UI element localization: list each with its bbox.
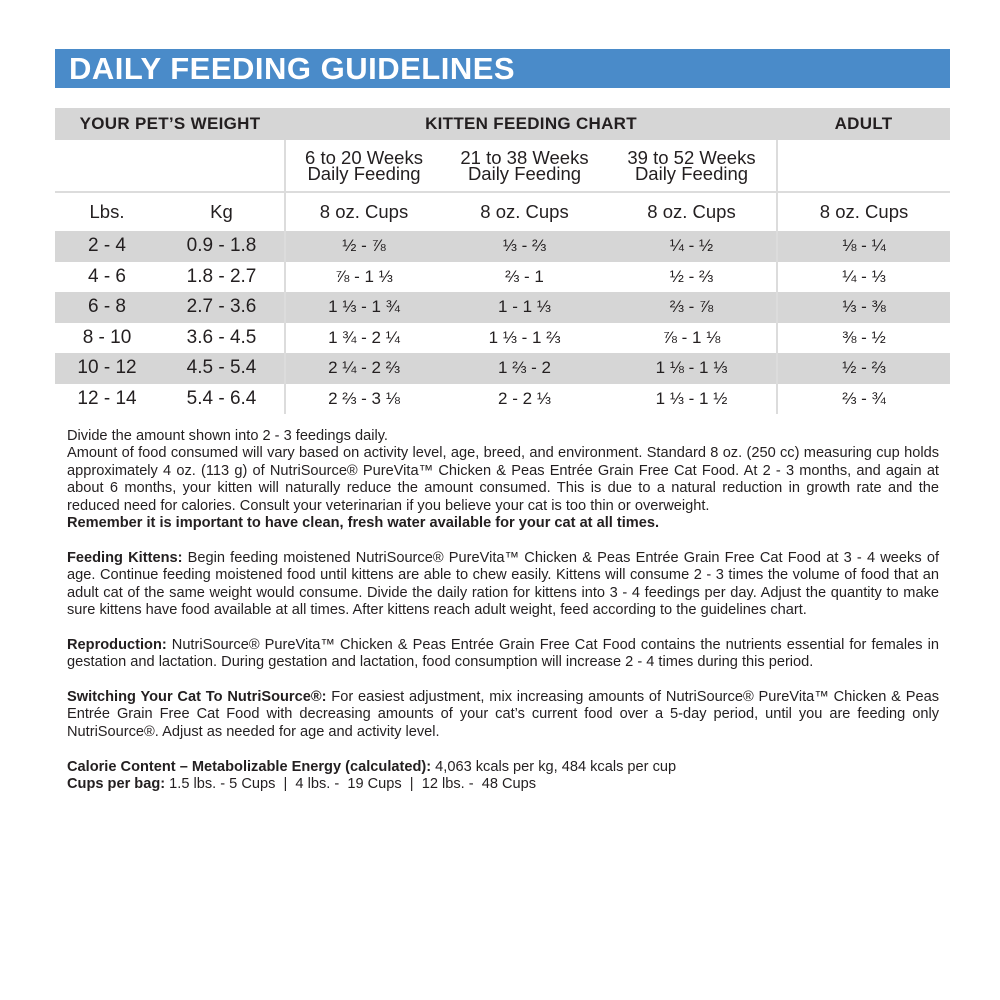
kitten-39-52-weeks-cell: ⅔ - ⅞ xyxy=(607,292,777,323)
title-bar xyxy=(55,49,950,88)
reproduction-text: NutriSource® PureVita™ Chicken & Peas Entrée Grain Free Cat Food contains the nutrients essential for females in gestation and lactation. During gestation and lactation, food consumption will increase 2 - 4 times during this period. xyxy=(67,636,939,671)
kitten-39-52-weeks-cell: ⅞ - 1 ⅛ xyxy=(607,323,777,354)
weight-kg-cell: 3.6 - 4.5 xyxy=(186,326,257,348)
kitten-6-20-weeks-cell: ½ - ⅞ xyxy=(285,231,442,262)
calorie-label: Calorie Content – Metabolizable Energy (calculated): xyxy=(67,758,432,775)
kitten-39-52-weeks-cell: ¼ - ½ xyxy=(607,231,777,262)
kitten-39-52-weeks-cell: ½ - ⅔ xyxy=(607,262,777,293)
kitten-21-38-weeks-cell: 1 ⅓ - 1 ⅔ xyxy=(488,327,561,347)
kittens-label: Feeding Kittens: xyxy=(67,549,183,566)
table-row xyxy=(55,353,950,384)
intro-paragraph: Amount of food consumed will vary based on activity level, age, breed, and environment. Standard 8 oz. (250 cc) measuring cup holds approximately 4 oz. (113 g) of NutriSource® PureVita™ Chicken & Peas Entrée Grain Free Cat Food. At 2 - 3 months, and again at about 6 months, your kitten will naturally reduce the amount consumed. This is due to a natural reduction in growth rate and the reduced need for calories. Consult your veterinarian if you believe your cat is too thin or overweight. xyxy=(67,445,939,514)
adult-cell: ¼ - ⅓ xyxy=(842,266,886,286)
calorie-content xyxy=(67,759,939,776)
weight-kg-cell: 2.7 - 3.6 xyxy=(159,292,285,323)
table-row xyxy=(55,323,950,354)
adult-cell: ⅔ - ¾ xyxy=(842,388,886,408)
table-row xyxy=(55,231,950,262)
switching-label: Switching Your Cat To NutriSource®: xyxy=(67,689,327,706)
kitten-21-38-weeks-cell: 1 ⅔ - 2 xyxy=(442,353,607,384)
cups-text: 1.5 lbs. - 5 Cups | 4 lbs. - 19 Cups | 12 lbs. - 48 Cups xyxy=(165,776,537,793)
switching-paragraph xyxy=(67,689,939,741)
cups-label: Cups per bag: xyxy=(67,776,166,793)
age-group-3 xyxy=(607,140,777,192)
age-group-3-line1: 39 to 52 Weeks xyxy=(627,146,756,168)
age-group-2-line1: 21 to 38 Weeks xyxy=(460,146,589,168)
feeding-chart-table xyxy=(55,108,950,414)
kittens-text: Begin feeding moistened NutriSource® PureVita™ Chicken & Peas Entrée Grain Free Cat Food at 3 - 4 weeks of age. Continue feeding moistened food until kittens are able to chew easily. Kittens will consume 2 - 3 times the volume of food that an adult cat of the same weight would consume. Divide the daily ration for kittens into 3 - 4 feedings per day. Adjust the quantity to make sure kittens have food available at all times. After kittens reach adult weight, feed according to the guidelines chart. xyxy=(67,549,939,619)
unit-cups: 8 oz. Cups xyxy=(480,201,569,222)
adult-header: ADULT xyxy=(777,108,950,140)
age-group-1-line1: 6 to 20 Weeks xyxy=(305,146,423,168)
weight-kg-cell: 1.8 - 2.7 xyxy=(186,265,257,287)
unit-cups: 8 oz. Cups xyxy=(607,192,777,231)
kitten-header: KITTEN FEEDING CHART xyxy=(285,108,777,140)
data-rows xyxy=(55,231,950,414)
table-row xyxy=(55,384,950,415)
weight-kg-cell: 0.9 - 1.8 xyxy=(159,231,285,262)
kitten-6-20-weeks-cell: ⅞ - 1 ⅓ xyxy=(285,262,442,293)
page-title: DAILY FEEDING GUIDELINES xyxy=(69,51,516,86)
water-reminder xyxy=(67,515,939,532)
intro-line: Divide the amount shown into 2 - 3 feedings daily. xyxy=(67,428,388,444)
kitten-6-20-weeks-cell: 1 ¾ - 2 ¼ xyxy=(285,323,442,354)
kitten-21-38-weeks-cell: ⅓ - ⅔ xyxy=(442,231,607,262)
kittens-paragraph xyxy=(67,550,939,620)
age-group-2 xyxy=(442,140,607,192)
weight-lbs-cell: 6 - 8 xyxy=(55,292,159,323)
age-group-1 xyxy=(285,140,442,192)
adult-cell: ⅓ - ⅜ xyxy=(777,292,950,323)
weight-lbs-cell: 12 - 14 xyxy=(77,387,137,409)
weight-lbs-cell: 2 - 4 xyxy=(55,231,159,262)
kitten-39-52-weeks-cell: 1 ⅓ - 1 ½ xyxy=(607,384,777,415)
age-group-1-line2: Daily Feeding xyxy=(307,162,421,184)
weight-header: YOUR PET’S WEIGHT xyxy=(55,108,285,140)
feeding-notes xyxy=(67,428,939,793)
switching-text: For easiest adjustment, mix increasing amounts of NutriSource® PureVita™ Chicken & Peas Entrée Grain Free Cat Food with decreasing amounts of your cat’s current food over a 5-day period, until you are feeding only NutriSource®. Adjust as needed for age and activity level. xyxy=(67,689,939,740)
adult-cell: ½ - ⅔ xyxy=(777,353,950,384)
water-reminder-text: Remember it is important to have clean, fresh water available for your cat at all times. xyxy=(67,515,660,532)
table-header-row xyxy=(55,108,950,140)
age-group-3-line2: Daily Feeding xyxy=(634,162,749,184)
unit-row xyxy=(55,192,950,231)
age-group-row xyxy=(55,140,950,192)
adult-cell: ⅜ - ½ xyxy=(842,327,886,347)
adult-cell: ⅛ - ¼ xyxy=(777,231,950,262)
calorie-text: 4,063 kcals per kg, 484 kcals per cup xyxy=(431,758,677,775)
empty-cell xyxy=(55,140,159,192)
kitten-6-20-weeks-cell: 2 ⅔ - 3 ⅛ xyxy=(285,384,442,415)
weight-kg-cell: 4.5 - 5.4 xyxy=(159,353,285,384)
kitten-6-20-weeks-cell: 1 ⅓ - 1 ¾ xyxy=(285,292,442,323)
kitten-21-38-weeks-cell: 2 - 2 ⅓ xyxy=(498,388,551,408)
cups-per-bag xyxy=(67,776,939,793)
unit-kg: Kg xyxy=(210,201,233,222)
unit-cups: 8 oz. Cups xyxy=(285,192,442,231)
unit-cups: 8 oz. Cups xyxy=(819,201,909,222)
reproduction-paragraph xyxy=(67,637,939,672)
weight-lbs-cell: 8 - 10 xyxy=(82,326,132,348)
reproduction-label: Reproduction: xyxy=(67,636,167,653)
kitten-21-38-weeks-cell: 1 - 1 ⅓ xyxy=(442,292,607,323)
unit-lbs: Lbs. xyxy=(89,201,125,222)
weight-lbs-cell: 4 - 6 xyxy=(87,265,127,287)
empty-cell xyxy=(159,140,285,192)
table-row xyxy=(55,262,950,293)
weight-lbs-cell: 10 - 12 xyxy=(55,353,159,384)
kitten-39-52-weeks-cell: 1 ⅛ - 1 ⅓ xyxy=(607,353,777,384)
age-group-2-line2: Daily Feeding xyxy=(467,162,582,184)
empty-cell xyxy=(777,140,950,192)
kitten-21-38-weeks-cell: ⅔ - 1 xyxy=(505,266,544,286)
weight-kg-cell: 5.4 - 6.4 xyxy=(186,387,257,409)
kitten-6-20-weeks-cell: 2 ¼ - 2 ⅔ xyxy=(285,353,442,384)
table-row xyxy=(55,292,950,323)
